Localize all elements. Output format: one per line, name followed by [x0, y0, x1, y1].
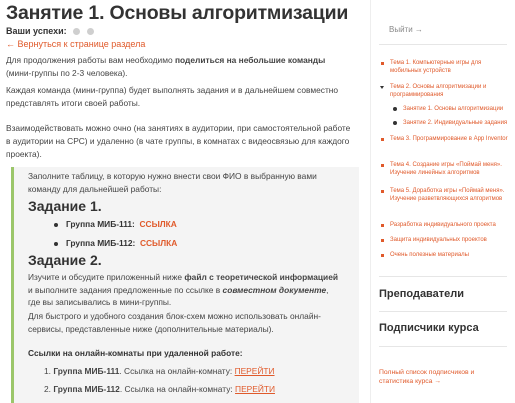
- task1-title: Задание 1.: [28, 198, 102, 214]
- bullet-icon: [381, 164, 384, 167]
- teachers-heading: Преподаватели: [379, 288, 465, 300]
- task1-group-1: Группа МИБ-111: ССЫЛКА: [54, 219, 177, 229]
- success-label: Ваши успехи:: [6, 26, 67, 36]
- bullet-icon: [381, 138, 384, 141]
- toc-item-materials[interactable]: Очень полезные материалы: [390, 252, 469, 258]
- toc-item-project[interactable]: Разработка индивидуального проекта: [390, 222, 496, 228]
- intro-text-2: (мини-группы по 2-3 человека).: [6, 68, 128, 78]
- room-2-link[interactable]: ПЕРЕЙТИ: [235, 384, 275, 394]
- intro-text: Для продолжения работы вам необходимо: [6, 55, 175, 65]
- toc-item-topic-5[interactable]: Тема 5. Доработка игры «Поймай меня». Изучение разветвляющихся алгоритмов: [390, 188, 505, 202]
- back-to-section-link[interactable]: ← Вернуться к странице раздела: [6, 39, 146, 49]
- toc-item-defense[interactable]: Защита индивидуальных проектов: [390, 237, 487, 243]
- progress-dot-2: [87, 28, 94, 35]
- divider: [379, 44, 507, 45]
- toc-item-topic-2[interactable]: Тема 2. Основы алгоритмизации и программирования: [390, 84, 487, 98]
- bullet-icon: [381, 190, 384, 193]
- intro-bold: поделиться на небольшие команды: [174, 55, 326, 65]
- toc-item-topic-3[interactable]: Тема 3. Программирование в App Inventor: [390, 136, 508, 142]
- room-item-1: 1. Группа МИБ-111. Ссылка на онлайн-комнату: ПЕРЕЙТИ: [44, 366, 275, 376]
- bullet-icon: [381, 239, 384, 242]
- toc-item-topic-1[interactable]: Тема 1. Компьютерные игры для мобильных устройств: [390, 60, 482, 74]
- logout-link[interactable]: Выйти →: [389, 25, 423, 34]
- bullet: [54, 242, 58, 246]
- bullet-icon: [381, 254, 384, 257]
- bullet-icon: [381, 224, 384, 227]
- progress-dot-1: [73, 28, 80, 35]
- toc-item-topic-4[interactable]: Тема 4. Создание игры «Поймай меня». Изучение линейных алгоритмов: [390, 162, 502, 176]
- full-subscribers-link[interactable]: Полный список подписчиков и статистика курса →: [379, 369, 475, 385]
- divider: [379, 276, 507, 277]
- toc-item-lesson-1[interactable]: Занятие 1. Основы алгоритмизации: [403, 106, 504, 112]
- room-item-2: 2. Группа МИБ-112. Ссылка на онлайн-комнату: ПЕРЕЙТИ: [44, 384, 275, 394]
- toc-item-lesson-2[interactable]: Занятие 2. Индивидуальные задания: [403, 120, 508, 126]
- task2-paragraph: Изучите и обсудите приложенный ниже файл с теоретической информацией и выполните задания предложенные по ссылке в совместном документе, где вы записывались в мини-группы.: [28, 272, 339, 307]
- intro-paragraph-1: [6, 54, 356, 80]
- task1-group-2: Группа МИБ-112: ССЫЛКА: [54, 238, 177, 248]
- fill-table-text: Заполните таблицу, в которую нужно внести свои ФИО в выбранную вами команду для дальнейшей работы:: [28, 171, 317, 194]
- divider: [379, 346, 507, 347]
- task-box: [11, 167, 359, 403]
- group-2-link[interactable]: ССЫЛКА: [139, 238, 178, 248]
- group-1-link[interactable]: ССЫЛКА: [139, 219, 177, 229]
- intro-paragraph-2: Каждая команда (мини-группа) будет выполнять задания и в дальнейшем совместно представлять итоги своей работы.: [6, 85, 339, 108]
- task2-paragraph-2: Для быстрого и удобного создания блок-схем можно использовать онлайн-сервисы, представленные ниже (дополнительные материалы).: [28, 311, 321, 334]
- bullet-icon: [381, 62, 384, 65]
- bullet: [54, 223, 58, 227]
- success-indicator: [6, 26, 94, 36]
- subscribers-heading: Подписчики курса: [379, 322, 479, 334]
- chevron-down-icon[interactable]: [380, 86, 384, 89]
- room-1-link[interactable]: ПЕРЕЙТИ: [234, 366, 275, 376]
- rooms-title: Ссылки на онлайн-комнаты при удаленной работе:: [28, 348, 243, 358]
- bullet-icon: [393, 121, 397, 125]
- bullet-icon: [393, 107, 397, 111]
- divider: [379, 311, 507, 312]
- page-title: Занятие 1. Основы алгоритмизации: [6, 2, 349, 24]
- intro-paragraph-3: Взаимодействовать можно очно (на занятиях в аудитории, при самостоятельной работе в аудитории на СРС) и удаленно (в чате группы, в комнатах с видеосвязью для каждого проекта).: [6, 123, 351, 159]
- sidebar: [370, 0, 515, 403]
- task2-title: Задание 2.: [28, 252, 102, 268]
